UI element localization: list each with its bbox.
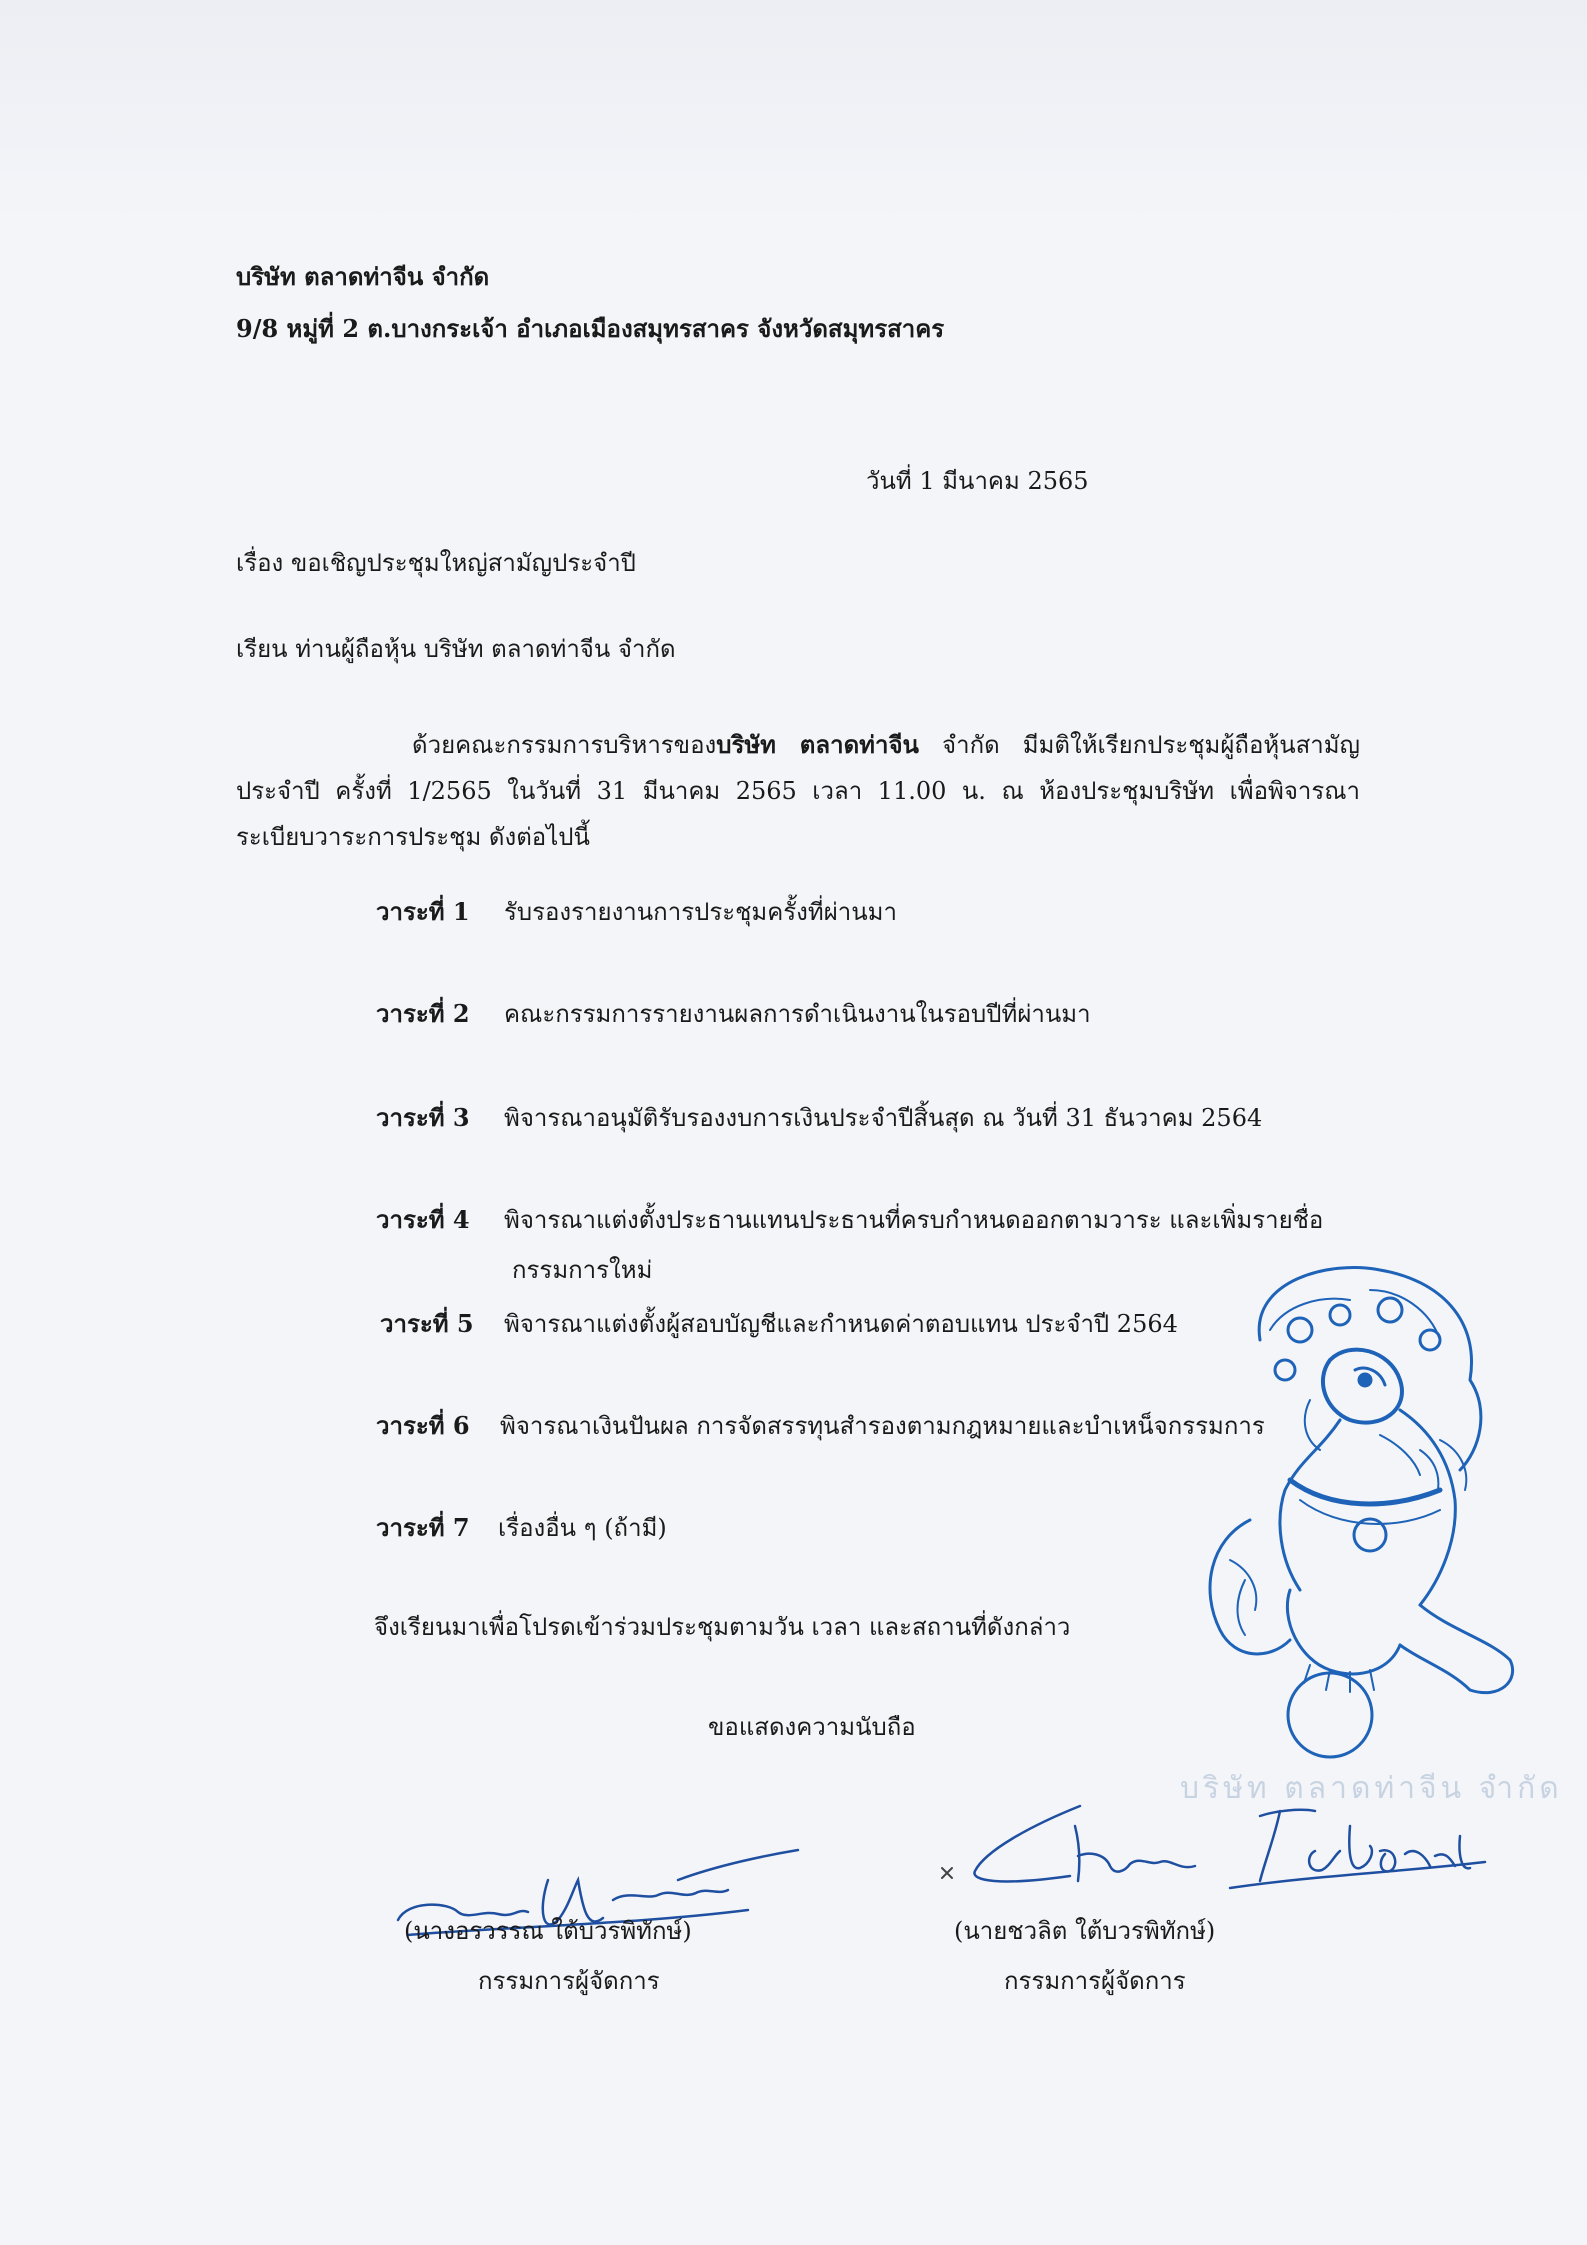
regards-line: ขอแสดงความนับถือ [708,1713,916,1741]
agenda-2-text: คณะกรรมการรายงานผลการดำเนินงานในรอบปีที่ผ่านมา [504,1000,1091,1028]
company-name: บริษัท ตลาดท่าจีน จำกัด [236,262,490,291]
intro-text-after: จำกัด มีมติให้เรียกประชุมผู้ถือหุ้นสามัญประจำปี ครั้งที่ 1/2565 ในวันที่ 31 มีนาคม 2565 เวลา 11.00 น. ณ ห้องประชุมบริษัท เพื่อพิจารณาระเบียบวาระการประชุม ดังต่อไปนี้ [236,731,1360,851]
signatory-1-title: กรรมการผู้จัดการ [478,1967,660,1995]
agenda-4-text-continued: กรรมการใหม่ [512,1256,653,1284]
intro-company: บริษัท ตลาดท่าจีน [716,730,919,759]
agenda-3-label: วาระที่ 3 [376,1103,470,1132]
agenda-2-label: วาระที่ 2 [376,999,470,1028]
agenda-1-text: รับรองรายงานการประชุมครั้งที่ผ่านมา [504,898,897,926]
signatory-2-title: กรรมการผู้จัดการ [1004,1967,1186,1995]
letter-subject: เรื่อง ขอเชิญประชุมใหญ่สามัญประจำปี [236,549,636,577]
company-address: 9/8 หมู่ที่ 2 ต.บางกระเจ้า อำเภอเมืองสมุทรสาคร จังหวัดสมุทรสาคร [236,314,945,343]
agenda-5-label: วาระที่ 5 [380,1309,474,1338]
company-seal-lion-icon [1190,1260,1530,1760]
letter-recipient: เรียน ท่านผู้ถือหุ้น บริษัท ตลาดท่าจีน จำกัด [236,635,676,663]
agenda-1-label: วาระที่ 1 [376,897,470,926]
agenda-4-text: พิจารณาแต่งตั้งประธานแทนประธานที่ครบกำหนดออกตามวาระ และเพิ่มรายชื่อ [504,1206,1324,1234]
intro-paragraph [236,722,1360,860]
stamp-company-text: บริษัท ตลาดท่าจีน จำกัด [1180,1771,1563,1806]
letter-date: วันที่ 1 มีนาคม 2565 [866,467,1089,495]
agenda-6-text: พิจารณาเงินปันผล การจัดสรรทุนสำรองตามกฎหมายและบำเหน็จกรรมการ [500,1412,1265,1440]
agenda-3-text: พิจารณาอนุมัติรับรองงบการเงินประจำปีสิ้นสุด ณ วันที่ 31 ธันวาคม 2564 [504,1104,1263,1132]
signature-chavalit [930,1796,1490,1906]
agenda-6-label: วาระที่ 6 [376,1411,470,1440]
agenda-7-text: เรื่องอื่น ๆ (ถ้ามี) [498,1514,667,1542]
signatory-1-name: (นางอรวรรณ ใต้บวรพิทักษ์) [404,1917,692,1945]
scan-top-edge [0,0,1587,225]
intro-text-before: ด้วยคณะกรรมการบริหารของ [412,731,717,759]
signatory-2-name: (นายชวลิต ใต้บวรพิทักษ์) [954,1917,1216,1945]
agenda-7-label: วาระที่ 7 [376,1513,470,1542]
closing-line: จึงเรียนมาเพื่อโปรดเข้าร่วมประชุมตามวัน เวลา และสถานที่ดังกล่าว [374,1613,1071,1641]
agenda-4-label: วาระที่ 4 [376,1205,470,1234]
agenda-5-text: พิจารณาแต่งตั้งผู้สอบบัญชีและกำหนดค่าตอบแทน ประจำปี 2564 [504,1310,1178,1338]
